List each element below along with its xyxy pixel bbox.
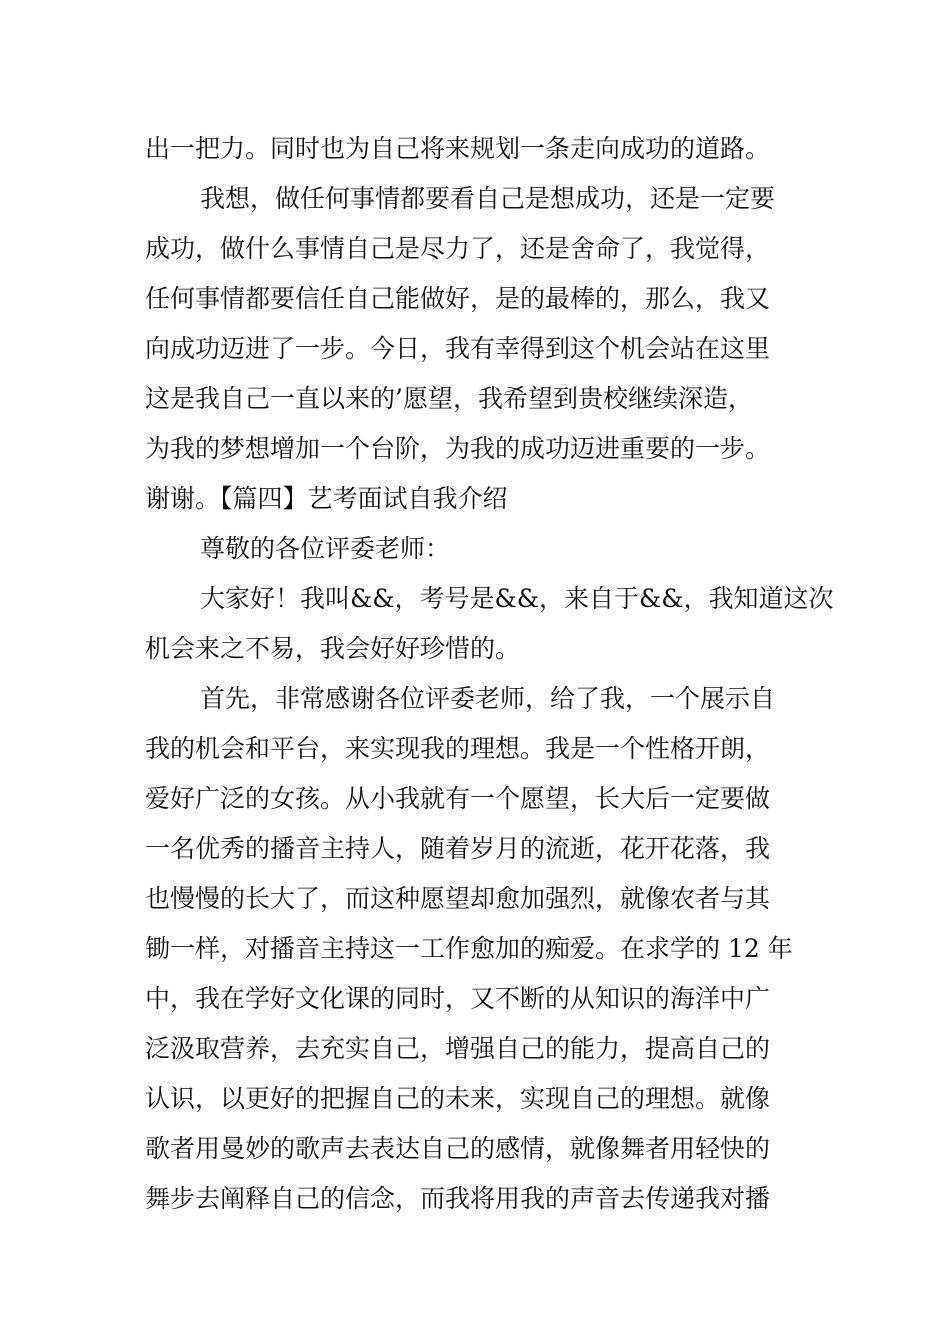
text-line: 向成功迈进了一步。今日，我有幸得到这个机会站在这里 (145, 334, 771, 363)
text-line: 大家好！我叫&&，考号是&&，来自于&&，我知道这次 (200, 584, 834, 613)
text-line: 泛汲取营养，去充实自己，增强自己的能力，提高自己的 (145, 1034, 771, 1063)
text-line: 认识，以更好的把握自己的未来，实现自己的理想。就像 (145, 1084, 771, 1113)
text-line: 歌者用曼妙的歌声去表达自己的感情，就像舞者用轻快的 (145, 1134, 771, 1163)
text-line: 首先，非常感谢各位评委老师，给了我，一个展示自 (200, 684, 776, 713)
text-line: 出一把力。同时也为自己将来规划一条走向成功的道路。 (145, 134, 771, 163)
text-line: 我想，做任何事情都要看自己是想成功，还是一定要 (200, 184, 776, 213)
text-line: 也慢慢的长大了，而这种愿望却愈加强烈，就像农者与其 (145, 884, 771, 913)
text-line: 舞步去阐释自己的信念，而我将用我的声音去传递我对播 (145, 1184, 771, 1213)
text-line: 这是我自己一直以来的’愿望，我希望到贵校继续深造， (145, 384, 753, 413)
document-body (145, 124, 834, 1224)
text-line: 成功，做什么事情自己是尽力了，还是舍命了，我觉得， (145, 234, 771, 263)
text-line: 任何事情都要信任自己能做好，是的最棒的，那么，我又 (145, 284, 771, 313)
text-line: 为我的梦想增加一个台阶，为我的成功迈进重要的一步。 (145, 434, 771, 463)
text-line: 我的机会和平台，来实现我的理想。我是一个性格开朗， (145, 734, 771, 763)
text-line: 一名优秀的播音主持人，随着岁月的流逝，花开花落，我 (145, 834, 771, 863)
text-line: 爱好广泛的女孩。从小我就有一个愿望，长大后一定要做 (145, 784, 771, 813)
text-line: 中，我在学好文化课的同时，又不断的从知识的海洋中广 (145, 984, 771, 1013)
text-line: 尊敬的各位评委老师： (200, 534, 451, 563)
text-line: 锄一样，对播音主持这一工作愈加的痴爱。在求学的 12 年 (145, 934, 793, 963)
text-line: 机会来之不易，我会好好珍惜的。 (145, 634, 521, 663)
text-line: 谢谢。【篇四】艺考面试自我介绍 (145, 484, 508, 513)
